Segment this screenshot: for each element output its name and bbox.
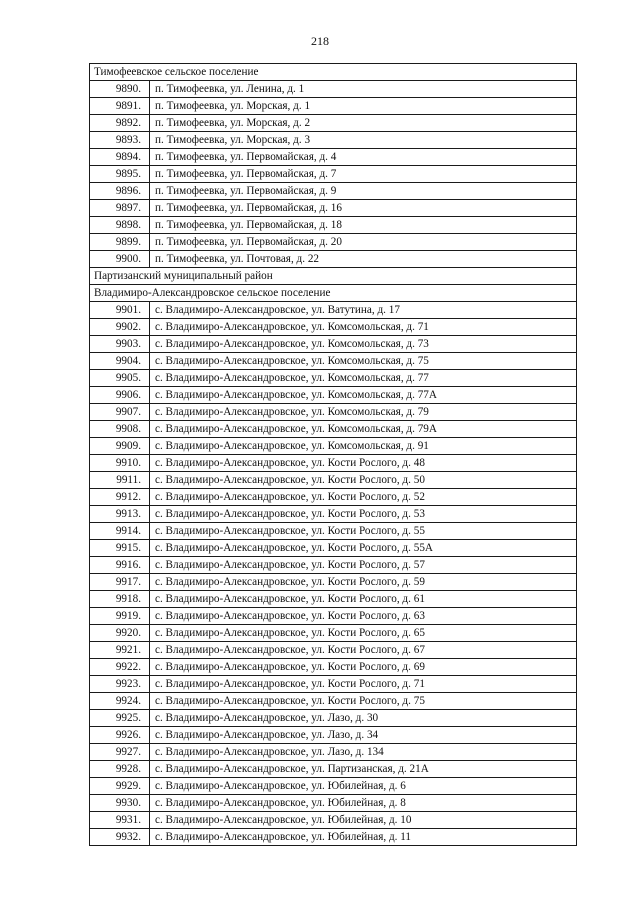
- row-address: с. Владимиро-Александровское, ул. Комсомольская, д. 91: [150, 438, 577, 455]
- table-row: [90, 166, 577, 183]
- row-address: с. Владимиро-Александровское, ул. Кости Рослого, д. 61: [150, 591, 577, 608]
- table-row: [90, 523, 577, 540]
- table-row: [90, 642, 577, 659]
- address-table: [89, 63, 577, 846]
- row-address: с. Владимиро-Александровское, ул. Юбилейная, д. 6: [150, 778, 577, 795]
- row-address: с. Владимиро-Александровское, ул. Комсомольская, д. 71: [150, 319, 577, 336]
- table-row: [90, 81, 577, 98]
- row-address: п. Тимофеевка, ул. Почтовая, д. 22: [150, 251, 577, 268]
- table-row: [90, 693, 577, 710]
- section-header-row: [90, 64, 577, 81]
- row-number: 9895.: [90, 166, 150, 183]
- table-row: [90, 387, 577, 404]
- row-address: с. Владимиро-Александровское, ул. Кости Рослого, д. 53: [150, 506, 577, 523]
- table-row: [90, 608, 577, 625]
- table-row: [90, 98, 577, 115]
- row-address: с. Владимиро-Александровское, ул. Комсомольская, д. 77А: [150, 387, 577, 404]
- row-address: с. Владимиро-Александровское, ул. Комсомольская, д. 79А: [150, 421, 577, 438]
- table-row: [90, 200, 577, 217]
- row-address: п. Тимофеевка, ул. Первомайская, д. 18: [150, 217, 577, 234]
- table-row: [90, 472, 577, 489]
- row-address: п. Тимофеевка, ул. Морская, д. 3: [150, 132, 577, 149]
- row-number: 9916.: [90, 557, 150, 574]
- table-row: [90, 795, 577, 812]
- row-address: с. Владимиро-Александровское, ул. Ватутина, д. 17: [150, 302, 577, 319]
- table-row: [90, 557, 577, 574]
- row-address: с. Владимиро-Александровское, ул. Комсомольская, д. 77: [150, 370, 577, 387]
- row-address: с. Владимиро-Александровское, ул. Юбилейная, д. 11: [150, 829, 577, 846]
- table-row: [90, 115, 577, 132]
- row-address: п. Тимофеевка, ул. Первомайская, д. 9: [150, 183, 577, 200]
- row-number: 9901.: [90, 302, 150, 319]
- row-number: 9894.: [90, 149, 150, 166]
- row-number: 9909.: [90, 438, 150, 455]
- row-address: с. Владимиро-Александровское, ул. Кости Рослого, д. 55: [150, 523, 577, 540]
- row-number: 9915.: [90, 540, 150, 557]
- table-row: [90, 353, 577, 370]
- row-address: с. Владимиро-Александровское, ул. Юбилейная, д. 10: [150, 812, 577, 829]
- table-row: [90, 370, 577, 387]
- row-number: 9892.: [90, 115, 150, 132]
- row-number: 9931.: [90, 812, 150, 829]
- table-row: [90, 149, 577, 166]
- row-number: 9902.: [90, 319, 150, 336]
- table-row: [90, 183, 577, 200]
- row-number: 9907.: [90, 404, 150, 421]
- row-address: с. Владимиро-Александровское, ул. Кости Рослого, д. 69: [150, 659, 577, 676]
- section-header-row: [90, 268, 577, 285]
- table-row: [90, 829, 577, 846]
- row-number: 9898.: [90, 217, 150, 234]
- row-number: 9930.: [90, 795, 150, 812]
- section-title: Партизанский муниципальный район: [90, 268, 577, 285]
- row-address: с. Владимиро-Александровское, ул. Кости Рослого, д. 52: [150, 489, 577, 506]
- row-address: с. Владимиро-Александровское, ул. Кости Рослого, д. 48: [150, 455, 577, 472]
- table-row: [90, 251, 577, 268]
- table-row: [90, 591, 577, 608]
- row-address: с. Владимиро-Александровское, ул. Лазо, д. 34: [150, 727, 577, 744]
- row-number: 9908.: [90, 421, 150, 438]
- row-number: 9928.: [90, 761, 150, 778]
- row-address: п. Тимофеевка, ул. Первомайская, д. 7: [150, 166, 577, 183]
- row-address: с. Владимиро-Александровское, ул. Кости Рослого, д. 57: [150, 557, 577, 574]
- row-address: п. Тимофеевка, ул. Морская, д. 2: [150, 115, 577, 132]
- row-number: 9924.: [90, 693, 150, 710]
- table-row: [90, 438, 577, 455]
- row-address: п. Тимофеевка, ул. Первомайская, д. 20: [150, 234, 577, 251]
- row-number: 9906.: [90, 387, 150, 404]
- row-address: с. Владимиро-Александровское, ул. Кости Рослого, д. 59: [150, 574, 577, 591]
- table-row: [90, 710, 577, 727]
- table-row: [90, 727, 577, 744]
- row-address: с. Владимиро-Александровское, ул. Кости Рослого, д. 67: [150, 642, 577, 659]
- row-number: 9896.: [90, 183, 150, 200]
- row-number: 9910.: [90, 455, 150, 472]
- table-row: [90, 744, 577, 761]
- row-number: 9904.: [90, 353, 150, 370]
- table-row: [90, 319, 577, 336]
- table-row: [90, 455, 577, 472]
- row-number: 9926.: [90, 727, 150, 744]
- row-number: 9911.: [90, 472, 150, 489]
- row-address: с. Владимиро-Александровское, ул. Комсомольская, д. 79: [150, 404, 577, 421]
- row-address: с. Владимиро-Александровское, ул. Кости Рослого, д. 71: [150, 676, 577, 693]
- address-table-body: [90, 64, 577, 846]
- row-number: 9927.: [90, 744, 150, 761]
- row-number: 9914.: [90, 523, 150, 540]
- row-number: 9925.: [90, 710, 150, 727]
- row-address: п. Тимофеевка, ул. Ленина, д. 1: [150, 81, 577, 98]
- table-row: [90, 302, 577, 319]
- row-number: 9913.: [90, 506, 150, 523]
- row-number: 9917.: [90, 574, 150, 591]
- row-number: 9900.: [90, 251, 150, 268]
- table-row: [90, 217, 577, 234]
- row-number: 9890.: [90, 81, 150, 98]
- section-title: Владимиро-Александровское сельское поселение: [90, 285, 577, 302]
- table-row: [90, 778, 577, 795]
- row-address: с. Владимиро-Александровское, ул. Кости Рослого, д. 63: [150, 608, 577, 625]
- row-number: 9903.: [90, 336, 150, 353]
- row-number: 9912.: [90, 489, 150, 506]
- table-row: [90, 761, 577, 778]
- row-address: п. Тимофеевка, ул. Первомайская, д. 4: [150, 149, 577, 166]
- section-title: Тимофеевское сельское поселение: [90, 64, 577, 81]
- table-row: [90, 489, 577, 506]
- row-number: 9920.: [90, 625, 150, 642]
- row-address: с. Владимиро-Александровское, ул. Кости Рослого, д. 50: [150, 472, 577, 489]
- row-address: с. Владимиро-Александровское, ул. Комсомольская, д. 75: [150, 353, 577, 370]
- row-number: 9921.: [90, 642, 150, 659]
- row-address: с. Владимиро-Александровское, ул. Лазо, д. 134: [150, 744, 577, 761]
- row-number: 9922.: [90, 659, 150, 676]
- table-row: [90, 812, 577, 829]
- table-row: [90, 625, 577, 642]
- table-row: [90, 506, 577, 523]
- row-number: 9893.: [90, 132, 150, 149]
- row-address: с. Владимиро-Александровское, ул. Партизанская, д. 21А: [150, 761, 577, 778]
- row-address: п. Тимофеевка, ул. Морская, д. 1: [150, 98, 577, 115]
- table-row: [90, 234, 577, 251]
- row-number: 9899.: [90, 234, 150, 251]
- row-number: 9923.: [90, 676, 150, 693]
- page-number: 218: [311, 34, 329, 48]
- row-number: 9929.: [90, 778, 150, 795]
- row-number: 9932.: [90, 829, 150, 846]
- row-address: с. Владимиро-Александровское, ул. Кости Рослого, д. 75: [150, 693, 577, 710]
- table-row: [90, 404, 577, 421]
- table-row: [90, 574, 577, 591]
- table-row: [90, 659, 577, 676]
- row-address: с. Владимиро-Александровское, ул. Юбилейная, д. 8: [150, 795, 577, 812]
- row-number: 9905.: [90, 370, 150, 387]
- table-row: [90, 540, 577, 557]
- row-number: 9891.: [90, 98, 150, 115]
- row-address: с. Владимиро-Александровское, ул. Лазо, д. 30: [150, 710, 577, 727]
- row-address: с. Владимиро-Александровское, ул. Комсомольская, д. 73: [150, 336, 577, 353]
- row-number: 9919.: [90, 608, 150, 625]
- table-row: [90, 336, 577, 353]
- table-row: [90, 132, 577, 149]
- row-number: 9918.: [90, 591, 150, 608]
- table-row: [90, 421, 577, 438]
- row-number: 9897.: [90, 200, 150, 217]
- table-row: [90, 676, 577, 693]
- row-address: с. Владимиро-Александровское, ул. Кости Рослого, д. 65: [150, 625, 577, 642]
- row-address: с. Владимиро-Александровское, ул. Кости Рослого, д. 55А: [150, 540, 577, 557]
- section-header-row: [90, 285, 577, 302]
- row-address: п. Тимофеевка, ул. Первомайская, д. 16: [150, 200, 577, 217]
